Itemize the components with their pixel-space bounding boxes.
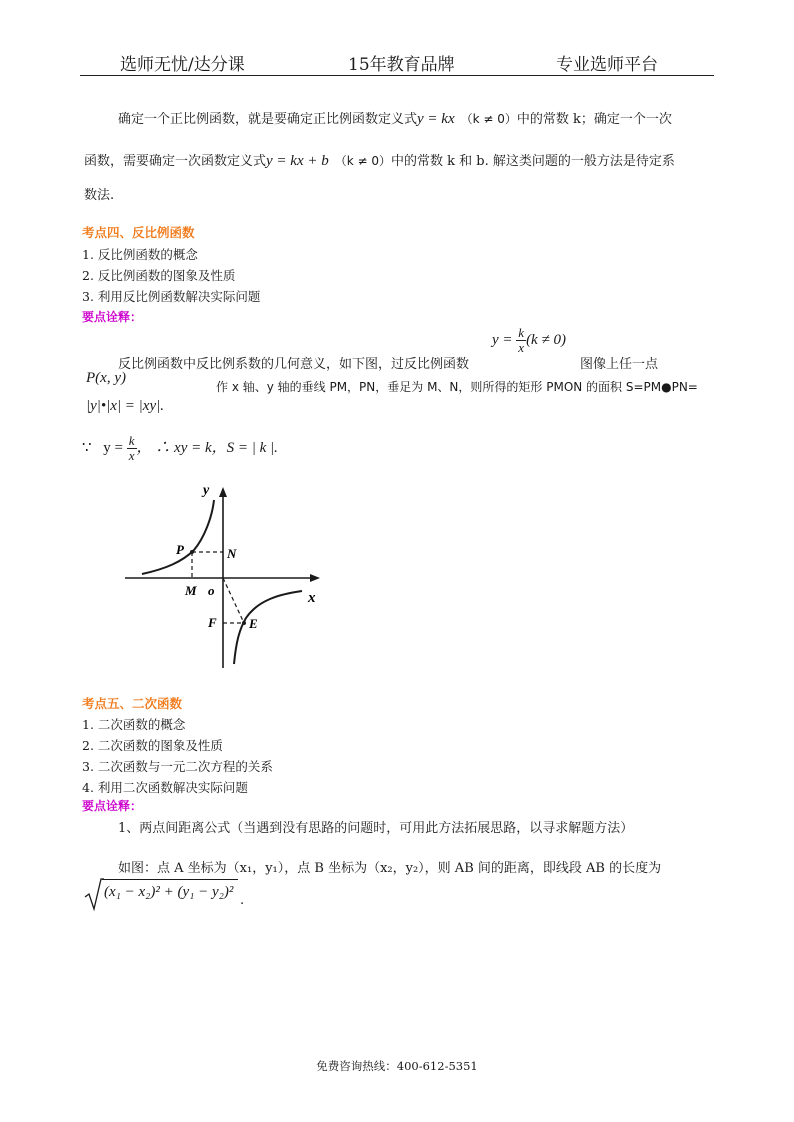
section4-inverse-formula: y = $\frac{k}{x}$ (k ≠ 0) <box>492 325 566 355</box>
radical-bar <box>102 879 238 880</box>
segment-OE <box>223 578 244 623</box>
header-brand: 选师无忧/达分课 <box>120 55 245 75</box>
label-N: N <box>227 546 237 561</box>
section5-item: 3. 二次函数与一元二次方程的关系 <box>82 759 273 774</box>
section4-point: P(x, y) <box>86 370 126 386</box>
section5-item: 1. 二次函数的概念 <box>82 717 186 732</box>
section5-item: 2. 二次函数的图象及性质 <box>82 738 223 753</box>
hyperbola-branch-right <box>234 591 302 664</box>
section5-item: 4. 利用二次函数解决实际问题 <box>82 780 248 795</box>
label-M: M <box>185 583 197 598</box>
intro-line-3: 数法. <box>84 188 115 203</box>
header-platform: 专业选师平台 <box>556 55 658 75</box>
hyperbola-branch-left <box>142 500 214 574</box>
label-F: F <box>208 615 217 630</box>
section4-title: 考点四、反比例函数 <box>82 225 195 240</box>
point-P <box>190 550 194 554</box>
label-E: E <box>249 616 258 631</box>
section4-desc-tail: 图像上任一点 <box>580 357 659 372</box>
radical-sign-icon <box>84 878 104 912</box>
label-x: x <box>308 590 316 606</box>
section4-desc-2: 作 x 轴、y 轴的垂线 PM，PN，垂足为 M、N，则所得的矩形 PMON 的面积 S=PM●PN= <box>216 380 698 394</box>
distance-formula: (x₁ − x₂)² + (y₁ − y₂)² <box>104 884 234 900</box>
section4-abs-expr: |y|•|x| = |xy|. <box>86 398 164 414</box>
section4-since: ∵ y = $\frac{k}{x}$ ， ∴ xy = k，S = | k |. <box>82 433 278 463</box>
section5-title: 考点五、二次函数 <box>82 696 183 711</box>
label-P: P <box>176 542 184 557</box>
y-axis-arrow <box>219 487 227 497</box>
x-axis-arrow <box>310 574 320 582</box>
section5-example: 如图：点 A 坐标为（x₁，y₁），点 B 坐标为（x₂，y₂），则 AB 间的距离，即线段 AB 的长度为 <box>118 861 662 876</box>
footer-hotline: 免费咨询热线：400-612-5351 <box>316 1059 478 1073</box>
point-E <box>242 621 246 625</box>
section5-key-label: 要点诠释： <box>82 799 143 813</box>
inverse-function-graph <box>120 478 330 673</box>
section4-item: 2. 反比例函数的图象及性质 <box>82 268 236 283</box>
section4-item: 1. 反比例函数的概念 <box>82 247 198 262</box>
section4-desc: 反比例函数中反比例系数的几何意义，如下图，过反比例函数 <box>118 357 470 372</box>
section4-item: 3. 利用反比例函数解决实际问题 <box>82 289 261 304</box>
section5-point-1: 1、两点间距离公式（当遇到没有思路的问题时，可用此方法拓展思路，以寻求解题方法） <box>118 821 634 836</box>
intro-line-2: 函数，需要确定一次函数定义式y = kx + b （k ≠ 0）中的常数 k 和 b. 解这类问题的一般方法是待定系 <box>84 153 675 169</box>
header-divider <box>80 75 714 76</box>
intro-line-1: 确定一个正比例函数，就是要确定正比例函数定义式y = kx （k ≠ 0）中的常数 k；确定一个一次 <box>118 111 672 127</box>
header-slogan: 15年教育品牌 <box>348 55 455 75</box>
label-y: y <box>203 483 210 498</box>
section4-key-label: 要点诠释： <box>82 310 143 324</box>
label-o: o <box>208 583 215 598</box>
distance-formula-period: . <box>240 893 245 908</box>
